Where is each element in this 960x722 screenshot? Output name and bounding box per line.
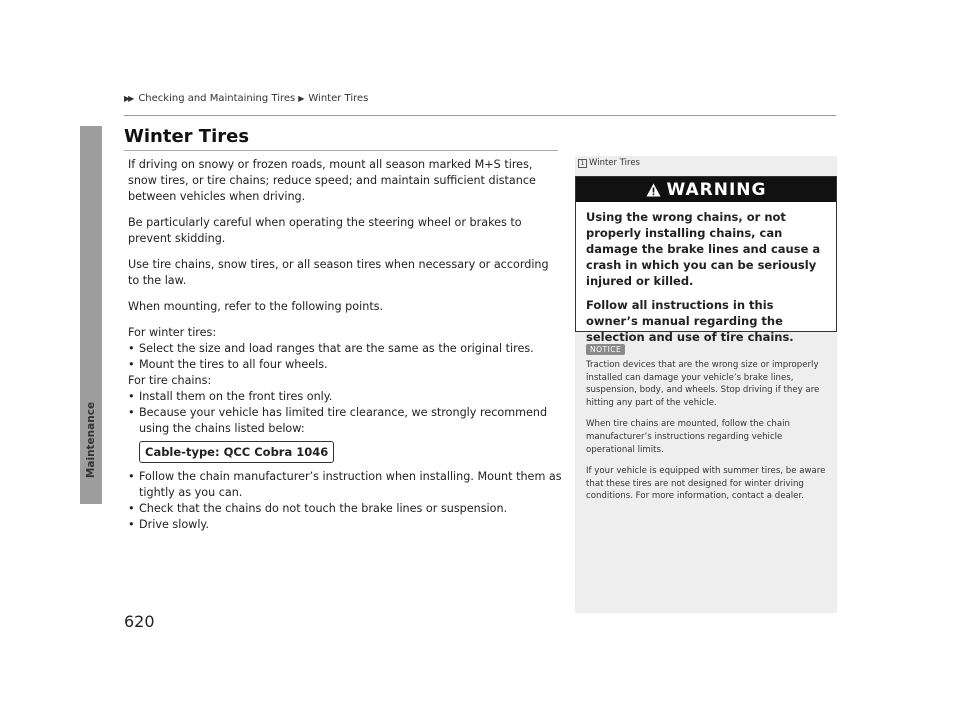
sidebar-heading — [578, 158, 640, 168]
list-item: • Install them on the front tires only. — [128, 390, 333, 403]
bullet-icon: • — [128, 502, 135, 515]
paragraph: Use tire chains, snow tires, or all season tires when necessary or according to the law. — [128, 258, 549, 287]
bullet-icon: • — [128, 390, 135, 403]
list-item: • Follow the chain manufacturer’s instruction when installing. Mount them as tightly as you can. — [128, 470, 562, 499]
paragraph: If driving on snowy or frozen roads, mount all season marked M+S tires, snow tires, or tire chains; reduce speed; and maintain sufficient distance between vehicles when driving. — [128, 158, 536, 203]
paragraph: When mounting, refer to the following points. — [128, 300, 384, 313]
breadcrumb — [124, 93, 368, 104]
section-tab-label: Maintenance — [85, 401, 97, 479]
header-divider — [124, 115, 836, 116]
page-title: Winter Tires — [124, 126, 250, 147]
note-paragraph: If your vehicle is equipped with summer tires, be aware that these tires are not designed for winter driving conditions. For more information, contact a dealer. — [586, 466, 826, 502]
notice-text — [586, 359, 829, 512]
arrow-right-icon: ▶ — [298, 94, 303, 103]
paragraph: Be particularly careful when operating the steering wheel or brakes to prevent skidding. — [128, 216, 522, 245]
notice-paragraph: Traction devices that are the wrong size or improperly installed can damage your vehicle’s brake lines, suspension, body, and wheels. Stop driving if they are hitting any part of the vehicle. — [586, 360, 820, 408]
bullet-icon: • — [128, 406, 135, 419]
list-item: • Check that the chains do not touch the brake lines or suspension. — [128, 502, 508, 515]
main-content — [128, 157, 562, 533]
warning-label: WARNING — [666, 179, 767, 200]
sidebar-heading-label: Winter Tires — [589, 158, 640, 168]
bullet-icon: • — [128, 518, 135, 531]
bullet-icon: • — [128, 358, 135, 371]
breadcrumb-item-section[interactable]: Winter Tires — [308, 93, 369, 104]
tire-chains-label: For tire chains: — [128, 374, 212, 387]
warning-paragraph: Follow all instructions in this owner’s manual regarding the selection and use of tire chains. — [586, 298, 794, 344]
list-item: • Drive slowly. — [128, 518, 210, 531]
list-item: • Because your vehicle has limited tire clearance, we strongly recommend using the chains listed below: — [128, 406, 548, 435]
warning-box — [575, 176, 837, 344]
warning-text — [576, 202, 836, 345]
warning-triangle-icon — [646, 183, 661, 197]
cable-type-box: Cable-type: QCC Cobra 1046 — [139, 441, 334, 463]
sidebar-notes — [575, 156, 837, 613]
warning-header — [576, 177, 836, 202]
bullet-icon: • — [128, 342, 135, 355]
list-item: • Mount the tires to all four wheels. — [128, 358, 328, 371]
arrow-right-icon: ▶▶ — [124, 94, 133, 103]
winter-tires-label: For winter tires: — [128, 326, 217, 339]
list-item: • Select the size and load ranges that are the same as the original tires. — [128, 342, 534, 355]
note-paragraph: When tire chains are mounted, follow the chain manufacturer’s instructions regarding vehicle operational limits. — [586, 419, 790, 455]
notice-badge: NOTICE — [586, 344, 625, 355]
breadcrumb-item-chapter[interactable]: Checking and Maintaining Tires — [138, 93, 296, 104]
warning-paragraph: Using the wrong chains, or not properly installing chains, can damage the brake lines and cause a crash in which you can be seriously injured or killed. — [586, 210, 821, 288]
title-divider — [124, 150, 558, 151]
reference-marker-icon: 1 — [578, 159, 587, 168]
page-number: 620 — [124, 612, 155, 631]
bullet-icon: • — [128, 470, 135, 483]
